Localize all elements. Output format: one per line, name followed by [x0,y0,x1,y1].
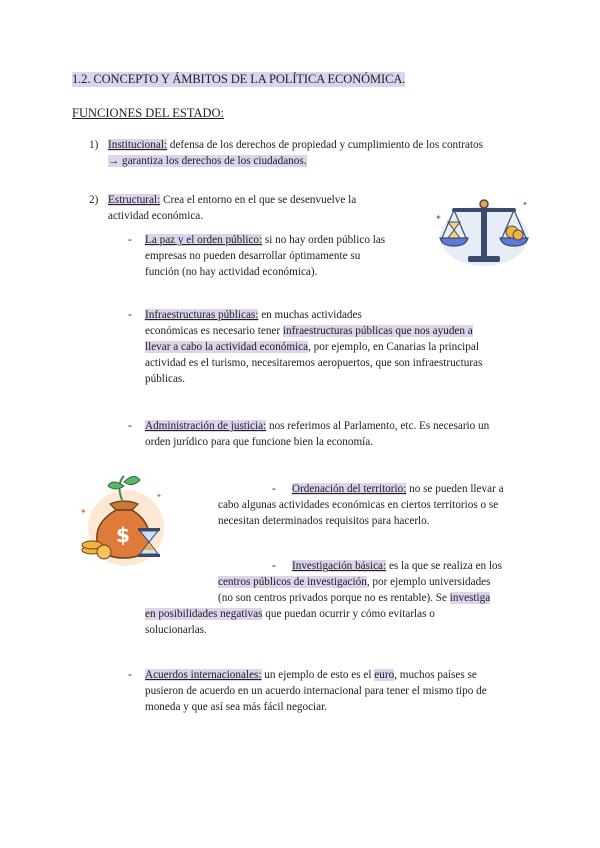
sub-acuerdos-line3: moneda y que así sea más fácil negociar. [145,701,328,713]
text: es la que se realiza en los [386,560,503,572]
bullet-dash: - [128,309,132,321]
sub-investigacion-line5: solucionarlas. [145,624,207,636]
term: Institucional: [108,139,168,151]
text: euro [374,669,395,681]
balance-scale-icon [432,192,532,272]
text: , por ejemplo universidades [366,576,491,588]
text: → garantiza los derechos de los ciudadanos. [108,155,307,167]
text: , por ejemplo, en Canarias la principal [308,341,479,353]
svg-text:$: $ [116,523,130,547]
bullet-dash: - [128,234,132,246]
text: un ejemplo de esto es el [261,669,375,681]
item-institucional-line2 [108,153,307,169]
text: defensa de los derechos de propiedad y cumplimiento de los contratos [167,139,484,151]
sub-acuerdos [145,667,477,683]
text: que puedan ocurrir y cómo evitarlas o [262,608,435,620]
term: Administración de justicia: [145,420,267,432]
sub-territorio-line3: necesitan determinados requisitos para hacerlo. [218,515,430,527]
bullet-dash: - [272,560,276,572]
sub-investigacion-line4 [145,606,435,622]
sub-investigacion-line2 [218,574,490,590]
bullet-dash: - [128,420,132,432]
term: Ordenación del territorio: [292,483,407,495]
text: en muchas actividades [258,309,362,321]
sub-investigacion-line3 [218,590,490,606]
sub-paz [145,232,385,248]
section-subtitle: FUNCIONES DEL ESTADO: [72,106,225,120]
sub-territorio-line2: cabo algunas actividades económicas en ciertos territorios o se [218,499,499,511]
text: en posibilidades negativas [145,608,263,620]
sub-infra-line4: actividad es el turismo, necesitaremos aeropuertos, que son infraestructuras [145,357,483,369]
sub-justicia-line2: orden jurídico para que funcione bien la economía. [145,436,374,448]
text: , muchos países se [394,669,477,681]
text: nos referimos al Parlamento, etc. Es necesario un [266,420,490,432]
sub-acuerdos-line2: pusieron de acuerdo en un acuerdo internacional para tener el mismo tipo de [145,685,487,697]
text: investiga [449,592,491,604]
svg-text:✦: ✦ [435,213,442,222]
item-number: 2) [89,194,99,206]
bullet-dash: - [128,669,132,681]
money-bag-plant-icon [76,470,180,566]
text: llevar a cabo la actividad económica [145,341,309,353]
sub-paz-line3: función (no hay actividad económica). [145,266,318,278]
svg-text:✦: ✦ [522,200,528,208]
sub-infra-line2 [145,323,473,339]
text: económicas es necesario tener [145,325,283,337]
item-estructural [108,192,356,208]
sub-investigacion [292,558,502,574]
text: si no hay orden público las [262,234,386,246]
page-title: 1.2. CONCEPTO Y ÁMBITOS DE LA POLÍTICA ECONÓMICA. [72,72,406,86]
item-number: 1) [89,139,99,151]
svg-text:✦: ✦ [80,507,87,516]
text: no se pueden llevar a [406,483,504,495]
term: Estructural: [108,194,161,206]
text: centros públicos de investigación [218,576,367,588]
sub-justicia [145,418,489,434]
term: Infraestructuras públicas: [145,309,259,321]
text: infraestructuras públicas que nos ayuden a [282,325,473,337]
term: Investigación básica: [292,560,387,572]
sub-paz-line2: empresas no pueden desarrollar óptimamente su [145,250,361,262]
term: La paz y el orden público: [145,234,263,246]
svg-text:✦: ✦ [156,492,162,500]
item-institucional [108,137,483,153]
text: Crea el entorno en el que se desenvuelve la [160,194,357,206]
sub-infra [145,307,362,323]
item-estructural-line2: actividad económica. [108,210,204,222]
sub-territorio [292,481,504,497]
sub-infra-line5: públicas. [145,373,186,385]
sub-infra-line3 [145,339,479,355]
bullet-dash: - [272,483,276,495]
term: Acuerdos internacionales: [145,669,262,681]
text: (no son centros privados porque no es rentable). Se [218,592,450,604]
